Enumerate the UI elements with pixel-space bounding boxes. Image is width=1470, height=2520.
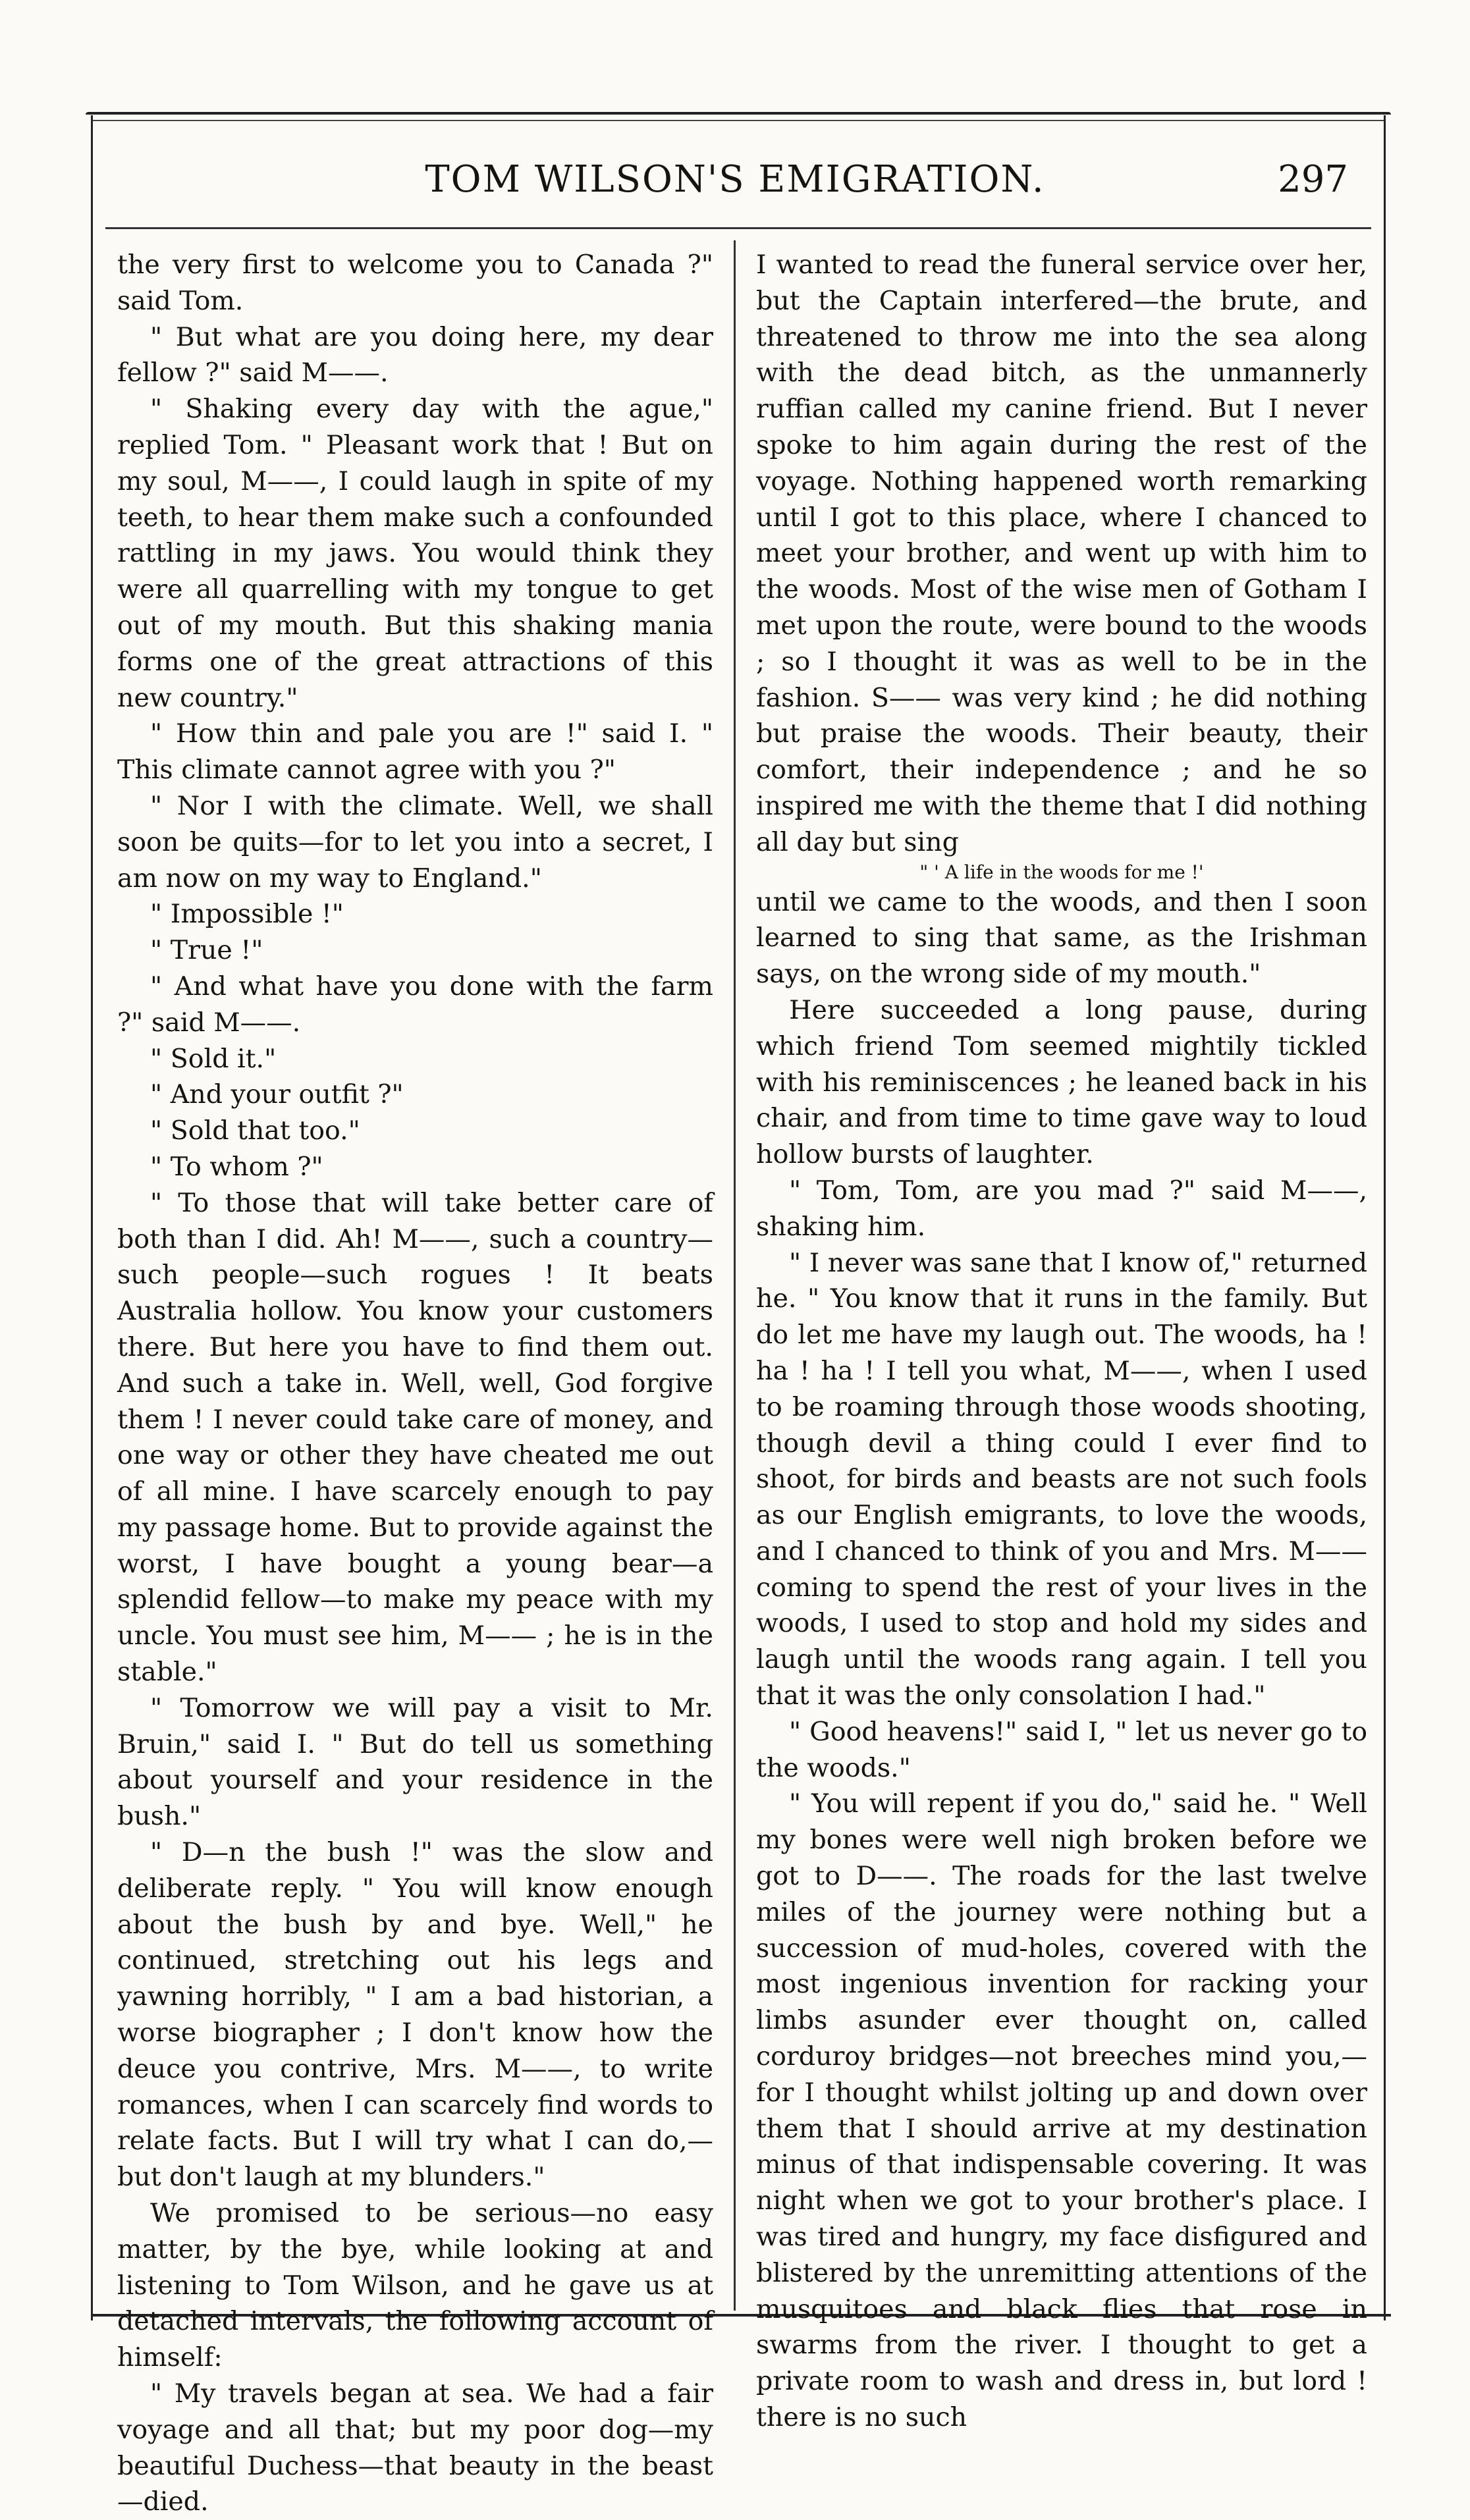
paragraph: " Good heavens!" said I, " let us never go to the woods." [756, 1716, 1367, 1783]
paragraph: " Impossible !" [150, 899, 344, 930]
paragraph: " Shaking every day with the ague," replied Tom. " Pleasant work that ! But on my soul, M——, I could laugh in spite of my teeth, to hear them make such a confounded rattling in my jaws. You would think they were all quarrelling with my tongue to get out of my mouth. But this shaking mania forms one of the great attractions of this new country." [117, 394, 713, 713]
paragraph: until we came to the woods, and then I soon learned to sing that same, as the Irishman says, on the wrong side of my mouth." [756, 886, 1367, 990]
paragraph: We promised to be serious—no easy matter, by the bye, while looking at and listening to Tom Wilson, and he gave us at detached intervals, the following account of himself: [117, 2198, 713, 2373]
paragraph: the very first to welcome you to Canada ?" said Tom. [117, 250, 713, 316]
paragraph: " You will repent if you do," said he. " Well my bones were well nigh broken before we got to D——. The roads for the last twelve miles of the journey were nothing but a succession of mud-holes, covered with the most ingenious invention for racking your limbs asunder ever thought on, called corduroy bridges—not breeches mind you,—for I thought whilst jolting up and down over them that I should arrive at my destination minus of that indispensable covering. It was night when we got to your brother's place. I was tired and hungry, my face disfigured and blistered by the unremitting attentions of the musquitoes and black flies that rose in swarms from the river. I thought to get a private room to wash and dress in, but lord ! there is no such [756, 1788, 1367, 2433]
paragraph: " Sold that too." [150, 1115, 360, 1146]
paragraph: " And what have you done with the farm ?" said M——. [117, 971, 713, 1038]
paragraph: " True !" [150, 935, 263, 966]
paragraph: " How thin and pale you are !" said I. " This climate cannot agree with you ?" [117, 718, 713, 786]
ornamental-border-right [1384, 115, 1386, 2320]
header-rule [105, 227, 1371, 229]
paragraph: " Nor I with the climate. Well, we shall soon be quits—for to let you into a secret, I am now on my way to England." [117, 790, 713, 894]
paragraph: " And your outfit ?" [150, 1079, 404, 1110]
left-column [117, 247, 713, 2520]
paragraph: " I never was sane that I know of," returned he. " You know that it runs in the family. But do let me have my laugh out. The woods, ha ! ha ! ha ! I tell you what, M——, when I used to be roaming through those woods shooting, though devil a thing could I ever find to shoot, for birds and beasts are not such fools as our English emigrants, to love the woods, and I chanced to think of you and Mrs. M—— coming to spend the rest of your lives in the woods, I used to stop and hold my sides and laugh until the woods rang again. I tell you that it was the only consolation I had." [756, 1247, 1368, 1711]
paragraph: " Tom, Tom, are you mad ?" said M——, shaking him. [756, 1175, 1367, 1242]
paragraph: I wanted to read the funeral service over her, but the Captain interfered—the brute, and threatened to throw me into the sea along with the dead bitch, as the unmannerly ruffian called my canine friend. But I never spoke to him again during the rest of the voyage. Nothing happened worth remarking until I got to this place, where I chanced to meet your brother, and went up with him to the woods. Most of the wise men of Gotham I met upon the route, were bound to the woods ; so I thought it was as well to be in the fashion. S—— was very kind ; he did nothing but praise the woods. Their beauty, their comfort, their independence ; and he so inspired me with the theme that I did nothing all day but sing [756, 250, 1367, 857]
right-column [756, 247, 1367, 2436]
page-number: 297 [1278, 158, 1348, 201]
column-divider [734, 240, 736, 2311]
ornamental-border-top [86, 112, 1391, 120]
ornamental-border-left [91, 115, 93, 2320]
paragraph: " To whom ?" [150, 1151, 323, 1182]
running-title: TOM WILSON'S EMIGRATION. [425, 158, 1045, 201]
paragraph: " D—n the bush !" was the slow and deliberate reply. " You will know enough about the bush by and bye. Well," he continued, stretching out his legs and yawning horribly, " I am a bad historian, a worse biographer ; I don't know how the deuce you contrive, Mrs. M——, to write romances, when I can scarcely find words to relate facts. But I will try what I can do,—but don't laugh at my blunders." [117, 1837, 713, 2193]
paragraph: Here succeeded a long pause, during which friend Tom seemed mightily tickled with his reminiscences ; he leaned back in his chair, and from time to time gave way to loud hollow bursts of laughter. [756, 994, 1367, 1170]
ornamental-border-top-inner [92, 120, 1384, 125]
paragraph: " But what are you doing here, my dear fellow ?" said M——. [117, 321, 713, 389]
paragraph: " My travels began at sea. We had a fair voyage and all that; but my poor dog—my beautiful Duchess—that beauty in the beast—died. [117, 2378, 713, 2517]
paragraph: " To those that will take better care of both than I did. Ah! M——, such a country—such people—such rogues ! It beats Australia hollow. You know your customers there. But here you have to find them out. And such a take in. Well, well, God forgive them ! I never could take care of money, and one way or other they have cheated me out of all mine. I have scarcely enough to pay my passage home. But to provide against the worst, I have bought a young bear—a splendid fellow—to make my peace with my uncle. You must see him, M—— ; he is in the stable." [117, 1187, 713, 1688]
paragraph: " Sold it." [150, 1043, 277, 1074]
paragraph: " Tomorrow we will pay a visit to Mr. Bruin," said I. " But do tell us something about yourself and your residence in the bush." [117, 1692, 713, 1832]
verse-quotation: " ' A life in the woods for me !' [919, 861, 1204, 883]
